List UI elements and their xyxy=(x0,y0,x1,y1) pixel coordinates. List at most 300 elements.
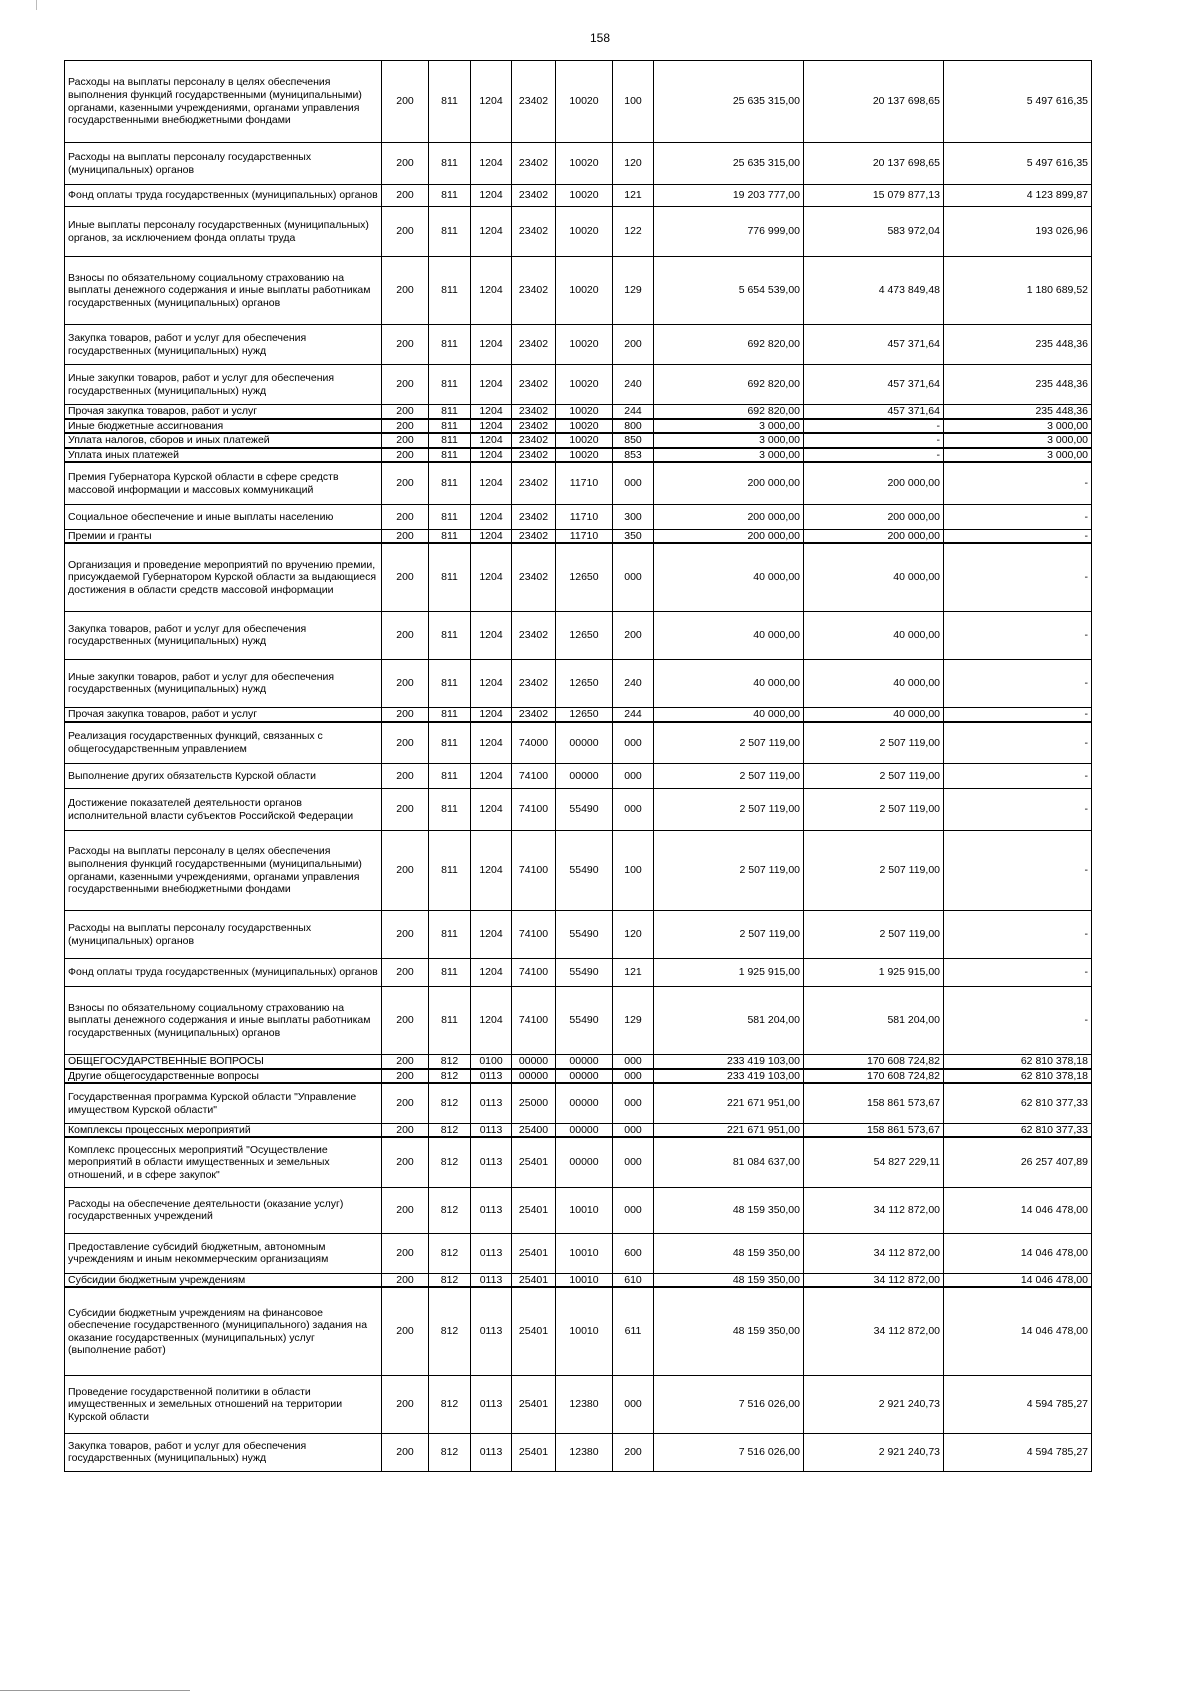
code-direction: 10010 xyxy=(556,1273,613,1287)
amount-executed: 581 204,00 xyxy=(804,987,944,1055)
row-name: Комплекс процессных мероприятий "Осуществление мероприятий в области имущественных и земельных отношений, и в сфере закупок" xyxy=(65,1137,382,1187)
table-row xyxy=(65,185,1092,207)
code-direction: 00000 xyxy=(556,1123,613,1137)
code-division: 1204 xyxy=(471,987,512,1055)
code-direction: 10020 xyxy=(556,257,613,325)
code-division: 1204 xyxy=(471,504,512,529)
code-ministry: 811 xyxy=(429,365,471,405)
table-row xyxy=(65,543,1092,611)
scan-edge-mark xyxy=(36,0,37,10)
code-section: 200 xyxy=(382,405,429,419)
amount-planned: 81 084 637,00 xyxy=(654,1137,804,1187)
amount-planned: 48 159 350,00 xyxy=(654,1187,804,1233)
amount-executed: 2 921 240,73 xyxy=(804,1375,944,1433)
amount-planned: 2 507 119,00 xyxy=(654,764,804,789)
amount-remaining: - xyxy=(944,462,1092,504)
amount-executed: 2 507 119,00 xyxy=(804,911,944,959)
code-expense-type: 000 xyxy=(613,1069,654,1084)
amount-executed: 40 000,00 xyxy=(804,611,944,659)
code-ministry: 811 xyxy=(429,207,471,257)
code-division: 1204 xyxy=(471,462,512,504)
code-program: 74100 xyxy=(512,789,556,831)
table-row xyxy=(65,659,1092,707)
code-program: 23402 xyxy=(512,61,556,143)
code-ministry: 812 xyxy=(429,1137,471,1187)
table-row xyxy=(65,529,1092,543)
amount-remaining: - xyxy=(944,789,1092,831)
table-row xyxy=(65,61,1092,143)
code-section: 200 xyxy=(382,543,429,611)
code-expense-type: 240 xyxy=(613,659,654,707)
row-name: Закупка товаров, работ и услуг для обеспечения государственных (муниципальных) нужд xyxy=(65,611,382,659)
code-section: 200 xyxy=(382,1187,429,1233)
code-direction: 55490 xyxy=(556,831,613,911)
row-name: Субсидии бюджетным учреждениям на финансовое обеспечение государственного (муниципального) задания на оказание государственных (муниципальных) услуг (выполнение работ) xyxy=(65,1287,382,1375)
code-ministry: 811 xyxy=(429,831,471,911)
code-section: 200 xyxy=(382,1375,429,1433)
code-expense-type: 000 xyxy=(613,1055,654,1069)
amount-executed: - xyxy=(804,433,944,448)
amount-planned: 7 516 026,00 xyxy=(654,1375,804,1433)
amount-planned: 692 820,00 xyxy=(654,405,804,419)
code-direction: 11710 xyxy=(556,504,613,529)
code-expense-type: 000 xyxy=(613,1123,654,1137)
row-name: ОБЩЕГОСУДАРСТВЕННЫЕ ВОПРОСЫ xyxy=(65,1055,382,1069)
code-direction: 55490 xyxy=(556,911,613,959)
amount-planned: 221 671 951,00 xyxy=(654,1083,804,1123)
amount-executed: - xyxy=(804,448,944,463)
code-ministry: 811 xyxy=(429,722,471,764)
row-name: Социальное обеспечение и иные выплаты населению xyxy=(65,504,382,529)
code-expense-type: 129 xyxy=(613,987,654,1055)
code-program: 23402 xyxy=(512,611,556,659)
code-direction: 00000 xyxy=(556,1137,613,1187)
amount-executed: 200 000,00 xyxy=(804,462,944,504)
amount-planned: 2 507 119,00 xyxy=(654,722,804,764)
amount-planned: 3 000,00 xyxy=(654,419,804,434)
row-name: Закупка товаров, работ и услуг для обеспечения государственных (муниципальных) нужд xyxy=(65,325,382,365)
table-row xyxy=(65,504,1092,529)
code-division: 1204 xyxy=(471,325,512,365)
row-name: Взносы по обязательному социальному страхованию на выплаты денежного содержания и иные выплаты работникам государственных (муниципальных) органов xyxy=(65,257,382,325)
amount-remaining: - xyxy=(944,722,1092,764)
code-expense-type: 000 xyxy=(613,722,654,764)
amount-executed: 34 112 872,00 xyxy=(804,1287,944,1375)
amount-remaining: - xyxy=(944,529,1092,543)
code-expense-type: 000 xyxy=(613,462,654,504)
code-ministry: 812 xyxy=(429,1055,471,1069)
amount-planned: 2 507 119,00 xyxy=(654,911,804,959)
amount-executed: 20 137 698,65 xyxy=(804,61,944,143)
table-row xyxy=(65,831,1092,911)
code-direction: 10020 xyxy=(556,419,613,434)
amount-executed: 20 137 698,65 xyxy=(804,143,944,185)
code-program: 23402 xyxy=(512,325,556,365)
table-row xyxy=(65,987,1092,1055)
table-row xyxy=(65,1187,1092,1233)
code-section: 200 xyxy=(382,722,429,764)
table-row xyxy=(65,1233,1092,1273)
code-expense-type: 122 xyxy=(613,207,654,257)
code-direction: 12380 xyxy=(556,1375,613,1433)
amount-planned: 221 671 951,00 xyxy=(654,1123,804,1137)
table-row xyxy=(65,1433,1092,1471)
row-name: Организация и проведение мероприятий по вручению премии, присуждаемой Губернатором Курской области за выдающиеся достижения в области средств массовой информации xyxy=(65,543,382,611)
amount-remaining: - xyxy=(944,831,1092,911)
row-name: Расходы на выплаты персоналу государственных (муниципальных) органов xyxy=(65,911,382,959)
code-ministry: 811 xyxy=(429,764,471,789)
code-expense-type: 610 xyxy=(613,1273,654,1287)
code-division: 1204 xyxy=(471,764,512,789)
table-row xyxy=(65,419,1092,434)
code-program: 23402 xyxy=(512,462,556,504)
row-name: Достижение показателей деятельности органов исполнительной власти субъектов Российской Федерации xyxy=(65,789,382,831)
code-section: 200 xyxy=(382,659,429,707)
code-direction: 00000 xyxy=(556,1069,613,1084)
table-row xyxy=(65,462,1092,504)
code-program: 23402 xyxy=(512,659,556,707)
code-section: 200 xyxy=(382,61,429,143)
code-program: 23402 xyxy=(512,543,556,611)
code-expense-type: 244 xyxy=(613,405,654,419)
code-program: 74100 xyxy=(512,911,556,959)
row-name: Проведение государственной политики в области имущественных и земельных отношений на территории Курской области xyxy=(65,1375,382,1433)
code-division: 1204 xyxy=(471,707,512,721)
code-ministry: 812 xyxy=(429,1375,471,1433)
code-division: 1204 xyxy=(471,419,512,434)
code-division: 0100 xyxy=(471,1055,512,1069)
code-division: 0113 xyxy=(471,1123,512,1137)
code-section: 200 xyxy=(382,1273,429,1287)
code-direction: 12380 xyxy=(556,1433,613,1471)
amount-planned: 692 820,00 xyxy=(654,325,804,365)
amount-remaining: 1 180 689,52 xyxy=(944,257,1092,325)
amount-planned: 40 000,00 xyxy=(654,611,804,659)
code-section: 200 xyxy=(382,365,429,405)
row-name: Выполнение других обязательств Курской области xyxy=(65,764,382,789)
code-division: 1204 xyxy=(471,911,512,959)
code-program: 23402 xyxy=(512,529,556,543)
code-direction: 10020 xyxy=(556,143,613,185)
code-ministry: 811 xyxy=(429,448,471,463)
code-expense-type: 200 xyxy=(613,325,654,365)
amount-remaining: 62 810 377,33 xyxy=(944,1083,1092,1123)
code-direction: 12650 xyxy=(556,707,613,721)
amount-remaining: 14 046 478,00 xyxy=(944,1233,1092,1273)
amount-remaining: - xyxy=(944,959,1092,987)
table-row xyxy=(65,1375,1092,1433)
table-row xyxy=(65,1055,1092,1069)
code-expense-type: 121 xyxy=(613,959,654,987)
code-expense-type: 000 xyxy=(613,1083,654,1123)
code-section: 200 xyxy=(382,1055,429,1069)
code-expense-type: 000 xyxy=(613,764,654,789)
code-division: 1204 xyxy=(471,543,512,611)
amount-executed: 40 000,00 xyxy=(804,543,944,611)
code-expense-type: 244 xyxy=(613,707,654,721)
code-division: 1204 xyxy=(471,789,512,831)
code-expense-type: 000 xyxy=(613,1187,654,1233)
amount-executed: 2 507 119,00 xyxy=(804,722,944,764)
code-program: 74100 xyxy=(512,987,556,1055)
code-direction: 00000 xyxy=(556,764,613,789)
amount-remaining: 193 026,96 xyxy=(944,207,1092,257)
row-name: Комплексы процессных мероприятий xyxy=(65,1123,382,1137)
code-division: 1204 xyxy=(471,831,512,911)
code-expense-type: 240 xyxy=(613,365,654,405)
code-expense-type: 000 xyxy=(613,1375,654,1433)
row-name: Уплата налогов, сборов и иных платежей xyxy=(65,433,382,448)
amount-remaining: 235 448,36 xyxy=(944,325,1092,365)
code-ministry: 811 xyxy=(429,462,471,504)
code-division: 0113 xyxy=(471,1083,512,1123)
amount-planned: 25 635 315,00 xyxy=(654,61,804,143)
code-section: 200 xyxy=(382,831,429,911)
code-section: 200 xyxy=(382,504,429,529)
row-name: Другие общегосударственные вопросы xyxy=(65,1069,382,1084)
amount-executed: 4 473 849,48 xyxy=(804,257,944,325)
code-division: 0113 xyxy=(471,1287,512,1375)
code-ministry: 811 xyxy=(429,959,471,987)
amount-planned: 200 000,00 xyxy=(654,462,804,504)
amount-remaining: 62 810 378,18 xyxy=(944,1069,1092,1084)
row-name: Расходы на выплаты персоналу государственных (муниципальных) органов xyxy=(65,143,382,185)
code-expense-type: 000 xyxy=(613,543,654,611)
code-ministry: 811 xyxy=(429,143,471,185)
amount-executed: 1 925 915,00 xyxy=(804,959,944,987)
code-direction: 10020 xyxy=(556,325,613,365)
code-section: 200 xyxy=(382,448,429,463)
table-row xyxy=(65,257,1092,325)
amount-executed: 457 371,64 xyxy=(804,365,944,405)
code-section: 200 xyxy=(382,1083,429,1123)
code-direction: 10020 xyxy=(556,61,613,143)
amount-executed: 457 371,64 xyxy=(804,325,944,365)
amount-executed: 200 000,00 xyxy=(804,504,944,529)
code-ministry: 811 xyxy=(429,911,471,959)
row-name: Расходы на выплаты персоналу в целях обеспечения выполнения функций государственными (муниципальными) органами, казенными учреждениями, органами управления государственными внебюджетными фондами xyxy=(65,831,382,911)
code-section: 200 xyxy=(382,1137,429,1187)
code-program: 74100 xyxy=(512,831,556,911)
amount-executed: 158 861 573,67 xyxy=(804,1083,944,1123)
code-direction: 12650 xyxy=(556,611,613,659)
code-direction: 00000 xyxy=(556,722,613,764)
code-program: 23402 xyxy=(512,448,556,463)
code-ministry: 811 xyxy=(429,504,471,529)
code-section: 200 xyxy=(382,611,429,659)
code-ministry: 811 xyxy=(429,659,471,707)
code-expense-type: 800 xyxy=(613,419,654,434)
code-expense-type: 100 xyxy=(613,831,654,911)
amount-planned: 1 925 915,00 xyxy=(654,959,804,987)
code-expense-type: 000 xyxy=(613,1137,654,1187)
row-name: Государственная программа Курской области "Управление имуществом Курской области" xyxy=(65,1083,382,1123)
amount-executed: - xyxy=(804,419,944,434)
code-ministry: 811 xyxy=(429,405,471,419)
amount-planned: 2 507 119,00 xyxy=(654,831,804,911)
code-ministry: 812 xyxy=(429,1433,471,1471)
amount-planned: 2 507 119,00 xyxy=(654,789,804,831)
code-program: 25401 xyxy=(512,1233,556,1273)
code-direction: 10010 xyxy=(556,1287,613,1375)
table-row xyxy=(65,1123,1092,1137)
amount-planned: 692 820,00 xyxy=(654,365,804,405)
table-row xyxy=(65,433,1092,448)
code-division: 0113 xyxy=(471,1187,512,1233)
row-name: Фонд оплаты труда государственных (муниципальных) органов xyxy=(65,185,382,207)
amount-executed: 40 000,00 xyxy=(804,707,944,721)
table-row xyxy=(65,959,1092,987)
code-division: 1204 xyxy=(471,529,512,543)
table-row xyxy=(65,1083,1092,1123)
amount-remaining: - xyxy=(944,611,1092,659)
amount-executed: 34 112 872,00 xyxy=(804,1273,944,1287)
code-ministry: 812 xyxy=(429,1187,471,1233)
code-ministry: 812 xyxy=(429,1273,471,1287)
row-name: Премии и гранты xyxy=(65,529,382,543)
code-program: 74100 xyxy=(512,959,556,987)
amount-remaining: 5 497 616,35 xyxy=(944,143,1092,185)
table-row xyxy=(65,789,1092,831)
code-ministry: 812 xyxy=(429,1083,471,1123)
row-name: Премия Губернатора Курской области в сфере средств массовой информации и массовых коммуникаций xyxy=(65,462,382,504)
code-ministry: 811 xyxy=(429,987,471,1055)
amount-remaining: 14 046 478,00 xyxy=(944,1187,1092,1233)
code-program: 23402 xyxy=(512,433,556,448)
code-ministry: 811 xyxy=(429,325,471,365)
amount-planned: 200 000,00 xyxy=(654,529,804,543)
code-ministry: 811 xyxy=(429,61,471,143)
code-ministry: 812 xyxy=(429,1069,471,1084)
amount-remaining: - xyxy=(944,707,1092,721)
code-direction: 11710 xyxy=(556,462,613,504)
code-expense-type: 850 xyxy=(613,433,654,448)
code-program: 25401 xyxy=(512,1287,556,1375)
table-row xyxy=(65,707,1092,721)
table-row xyxy=(65,1069,1092,1084)
amount-remaining: - xyxy=(944,659,1092,707)
code-expense-type: 611 xyxy=(613,1287,654,1375)
code-ministry: 811 xyxy=(429,543,471,611)
amount-remaining: - xyxy=(944,543,1092,611)
row-name: Прочая закупка товаров, работ и услуг xyxy=(65,405,382,419)
code-division: 1204 xyxy=(471,659,512,707)
code-ministry: 811 xyxy=(429,789,471,831)
amount-executed: 2 921 240,73 xyxy=(804,1433,944,1471)
row-name: Реализация государственных функций, связанных с общегосударственным управлением xyxy=(65,722,382,764)
amount-planned: 5 654 539,00 xyxy=(654,257,804,325)
code-division: 1204 xyxy=(471,61,512,143)
table-row xyxy=(65,365,1092,405)
amount-remaining: 5 497 616,35 xyxy=(944,61,1092,143)
code-program: 74000 xyxy=(512,722,556,764)
code-expense-type: 129 xyxy=(613,257,654,325)
table-row xyxy=(65,448,1092,463)
amount-executed: 2 507 119,00 xyxy=(804,764,944,789)
code-division: 1204 xyxy=(471,207,512,257)
code-program: 23402 xyxy=(512,207,556,257)
amount-planned: 7 516 026,00 xyxy=(654,1433,804,1471)
amount-remaining: 3 000,00 xyxy=(944,448,1092,463)
code-direction: 10020 xyxy=(556,448,613,463)
code-direction: 12650 xyxy=(556,543,613,611)
code-program: 23402 xyxy=(512,405,556,419)
amount-remaining: - xyxy=(944,911,1092,959)
amount-planned: 581 204,00 xyxy=(654,987,804,1055)
code-direction: 10020 xyxy=(556,365,613,405)
row-name: Расходы на обеспечение деятельности (оказание услуг) государственных учреждений xyxy=(65,1187,382,1233)
code-ministry: 811 xyxy=(429,611,471,659)
amount-planned: 48 159 350,00 xyxy=(654,1233,804,1273)
code-expense-type: 300 xyxy=(613,504,654,529)
code-expense-type: 853 xyxy=(613,448,654,463)
code-direction: 00000 xyxy=(556,1055,613,1069)
code-division: 0113 xyxy=(471,1433,512,1471)
table-row xyxy=(65,911,1092,959)
code-expense-type: 200 xyxy=(613,1433,654,1471)
table-row xyxy=(65,405,1092,419)
row-name: Иные закупки товаров, работ и услуг для обеспечения государственных (муниципальных) нужд xyxy=(65,659,382,707)
amount-planned: 233 419 103,00 xyxy=(654,1069,804,1084)
row-name: Взносы по обязательному социальному страхованию на выплаты денежного содержания и иные выплаты работникам государственных (муниципальных) органов xyxy=(65,987,382,1055)
code-direction: 55490 xyxy=(556,987,613,1055)
amount-remaining: - xyxy=(944,764,1092,789)
code-section: 200 xyxy=(382,1433,429,1471)
amount-executed: 54 827 229,11 xyxy=(804,1137,944,1187)
code-section: 200 xyxy=(382,185,429,207)
code-ministry: 811 xyxy=(429,257,471,325)
code-expense-type: 121 xyxy=(613,185,654,207)
amount-remaining: 14 046 478,00 xyxy=(944,1287,1092,1375)
amount-executed: 15 079 877,13 xyxy=(804,185,944,207)
amount-remaining: 62 810 377,33 xyxy=(944,1123,1092,1137)
code-direction: 10020 xyxy=(556,207,613,257)
amount-planned: 40 000,00 xyxy=(654,707,804,721)
code-expense-type: 000 xyxy=(613,789,654,831)
code-direction: 55490 xyxy=(556,789,613,831)
code-program: 25401 xyxy=(512,1433,556,1471)
code-division: 1204 xyxy=(471,405,512,419)
amount-remaining: 26 257 407,89 xyxy=(944,1137,1092,1187)
amount-executed: 170 608 724,82 xyxy=(804,1069,944,1084)
code-division: 0113 xyxy=(471,1375,512,1433)
row-name: Предоставление субсидий бюджетным, автономным учреждениям и иным некоммерческим организациям xyxy=(65,1233,382,1273)
table-row xyxy=(65,143,1092,185)
code-program: 23402 xyxy=(512,257,556,325)
code-program: 23402 xyxy=(512,419,556,434)
code-division: 0113 xyxy=(471,1137,512,1187)
code-division: 1204 xyxy=(471,448,512,463)
code-program: 74100 xyxy=(512,764,556,789)
amount-planned: 19 203 777,00 xyxy=(654,185,804,207)
code-ministry: 811 xyxy=(429,185,471,207)
code-direction: 10020 xyxy=(556,433,613,448)
code-ministry: 811 xyxy=(429,529,471,543)
code-direction: 10020 xyxy=(556,405,613,419)
amount-executed: 2 507 119,00 xyxy=(804,789,944,831)
amount-remaining: 4 123 899,87 xyxy=(944,185,1092,207)
scan-edge-line xyxy=(0,1690,190,1691)
page-number: 158 xyxy=(589,31,611,45)
amount-executed: 158 861 573,67 xyxy=(804,1123,944,1137)
code-section: 200 xyxy=(382,1069,429,1084)
amount-planned: 233 419 103,00 xyxy=(654,1055,804,1069)
amount-planned: 776 999,00 xyxy=(654,207,804,257)
code-section: 200 xyxy=(382,529,429,543)
row-name: Фонд оплаты труда государственных (муниципальных) органов xyxy=(65,959,382,987)
code-expense-type: 120 xyxy=(613,911,654,959)
row-name: Иные выплаты персоналу государственных (муниципальных) органов, за исключением фонда оплаты труда xyxy=(65,207,382,257)
